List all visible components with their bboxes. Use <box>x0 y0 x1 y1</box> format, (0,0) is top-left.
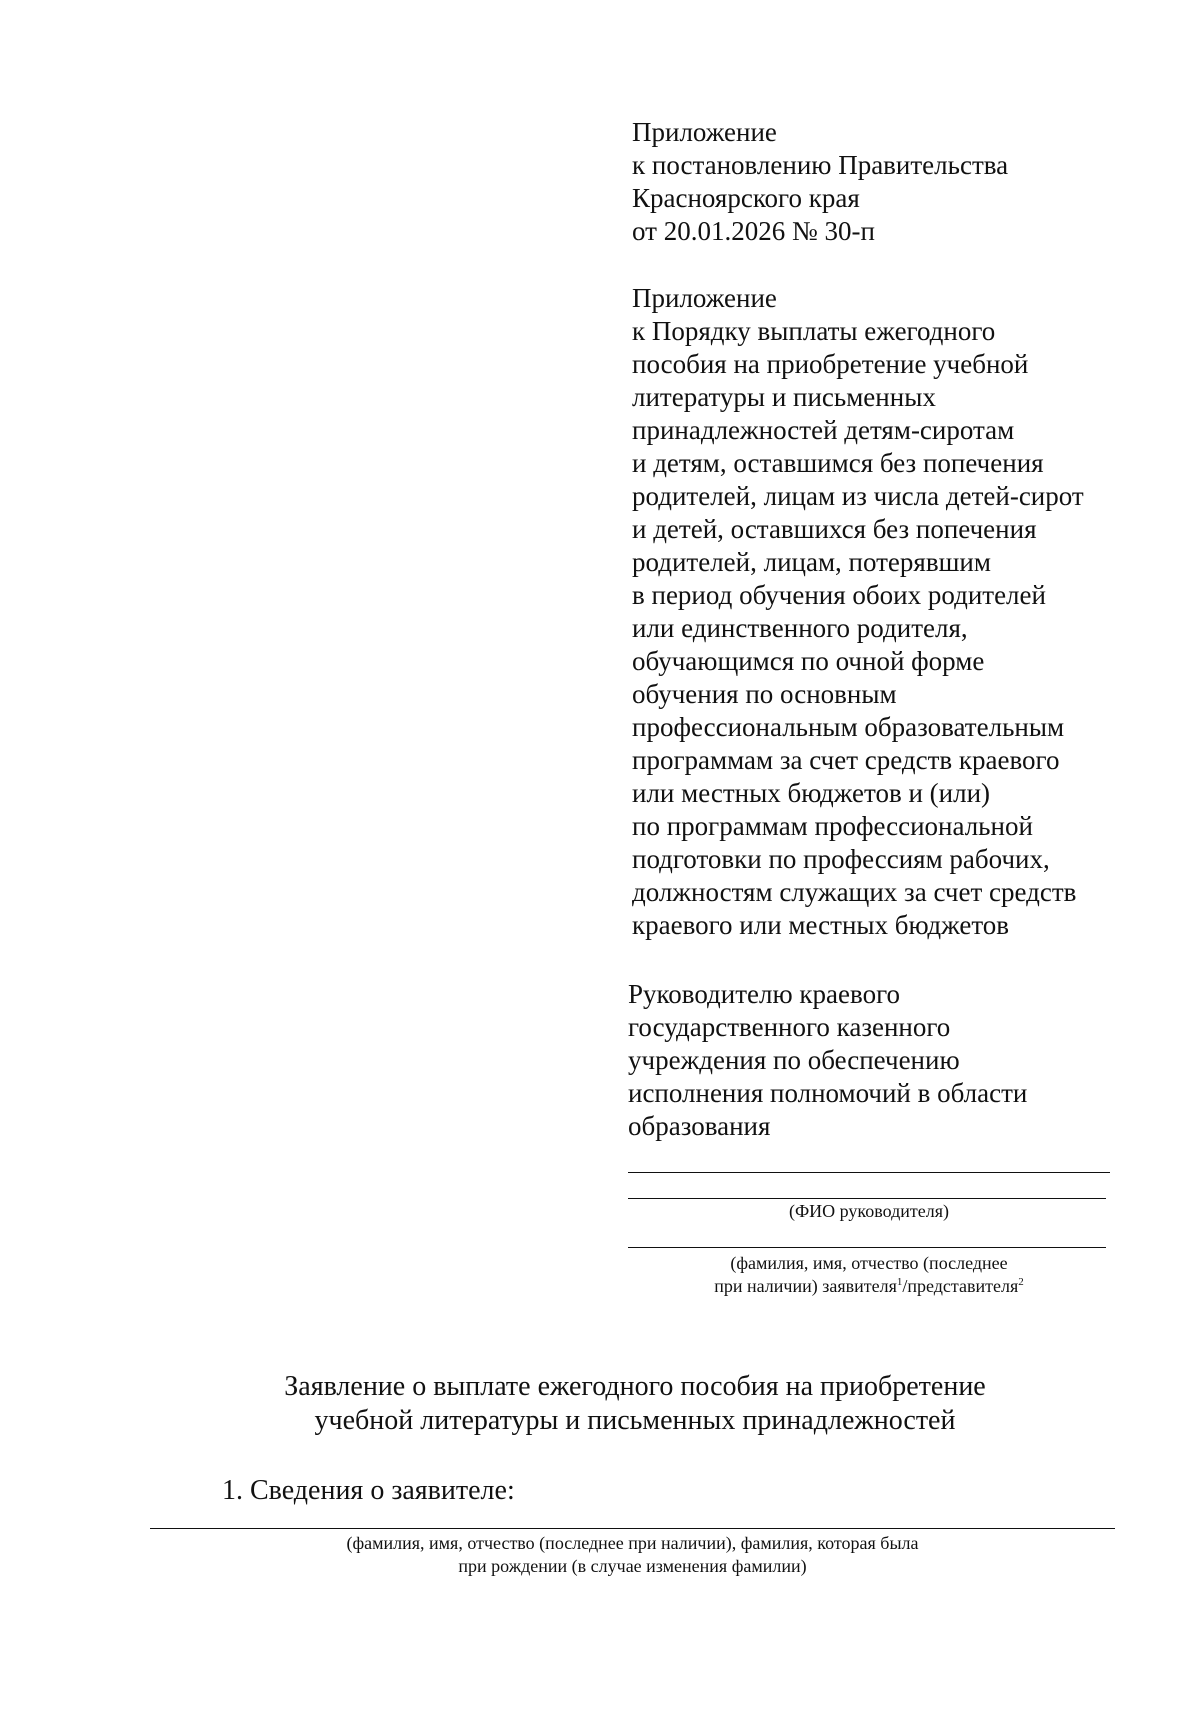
annex-line: к постановлению Правительства <box>632 150 1009 180</box>
applicant-full-name-line[interactable] <box>150 1528 1115 1529</box>
annex-line: литературы и письменных <box>632 382 936 412</box>
applicant-name-line[interactable] <box>628 1247 1106 1248</box>
addressee-line: образования <box>628 1111 771 1141</box>
annex-line: обучения по основным <box>632 679 897 709</box>
annex-line: программам за счет средств краевого <box>632 745 1060 775</box>
annex-line: профессиональным образовательным <box>632 712 1065 742</box>
title-line-2: учебной литературы и письменных принадлежностей <box>314 1405 956 1436</box>
applicant-caption-line-2-start: при наличии) заявителя <box>714 1276 897 1296</box>
annex-line: по программам профессиональной <box>632 811 1033 841</box>
annex-decree-date: от 20.01.2026 № 30-п <box>632 216 875 246</box>
head-name-caption: (ФИО руководителя) <box>788 1201 950 1221</box>
annex-line: и детей, оставшихся без попечения <box>632 514 1037 544</box>
footnote-ref-2: 2 <box>1018 1276 1024 1288</box>
annex-line: принадлежностей детям-сиротам <box>632 415 1015 445</box>
applicant-full-name-caption <box>150 1532 1115 1578</box>
section-applicant-heading: 1. Сведения о заявителе: <box>222 1475 515 1506</box>
title-line-1: Заявление о выплате ежегодного пособия на приобретение <box>284 1371 986 1402</box>
addressee-line: исполнения полномочий в области <box>628 1078 1028 1108</box>
annex-line: родителей, лицам, потерявшим <box>632 547 991 577</box>
applicant-caption-line-2-mid: /представителя <box>902 1276 1019 1296</box>
annex-line: в период обучения обоих родителей <box>632 580 1046 610</box>
addressee-line: Руководителю краевого <box>628 979 900 1009</box>
section-caption-line-1: (фамилия, имя, отчество (последнее при наличии), фамилия, которая была <box>346 1533 919 1553</box>
annex-line: должностям служащих за счет средств <box>632 877 1077 907</box>
footnote-ref-1: 1 <box>896 1276 903 1288</box>
annex-reference-procedure <box>632 282 1084 942</box>
applicant-name-caption <box>628 1252 1110 1298</box>
annex-line: Приложение <box>632 117 777 147</box>
head-name-line-1[interactable] <box>628 1172 1110 1173</box>
document-title <box>100 1370 1170 1438</box>
annex-reference-decree <box>632 116 1008 248</box>
applicant-caption-line-1: (фамилия, имя, отчество (последнее <box>730 1253 1008 1273</box>
addressee-line: государственного казенного <box>628 1012 951 1042</box>
addressee-line: учреждения по обеспечению <box>628 1045 960 1075</box>
annex-line: Приложение <box>632 283 777 313</box>
annex-line: или единственного родителя, <box>632 613 968 643</box>
head-name-line-2[interactable] <box>628 1198 1106 1199</box>
annex-line: Красноярского края <box>632 183 860 213</box>
annex-line: подготовки по профессиям рабочих, <box>632 844 1050 874</box>
annex-line: краевого или местных бюджетов <box>632 910 1010 940</box>
annex-line: обучающимся по очной форме <box>632 646 985 676</box>
section-caption-line-2: при рождении (в случае изменения фамилии) <box>458 1556 807 1576</box>
annex-line: к Порядку выплаты ежегодного <box>632 316 996 346</box>
annex-line: и детям, оставшимся без попечения <box>632 448 1044 478</box>
annex-line: пособия на приобретение учебной <box>632 349 1029 379</box>
addressee-block <box>628 978 1027 1143</box>
annex-line: или местных бюджетов и (или) <box>632 778 991 808</box>
annex-line: родителей, лицам из числа детей-сирот <box>632 481 1084 511</box>
